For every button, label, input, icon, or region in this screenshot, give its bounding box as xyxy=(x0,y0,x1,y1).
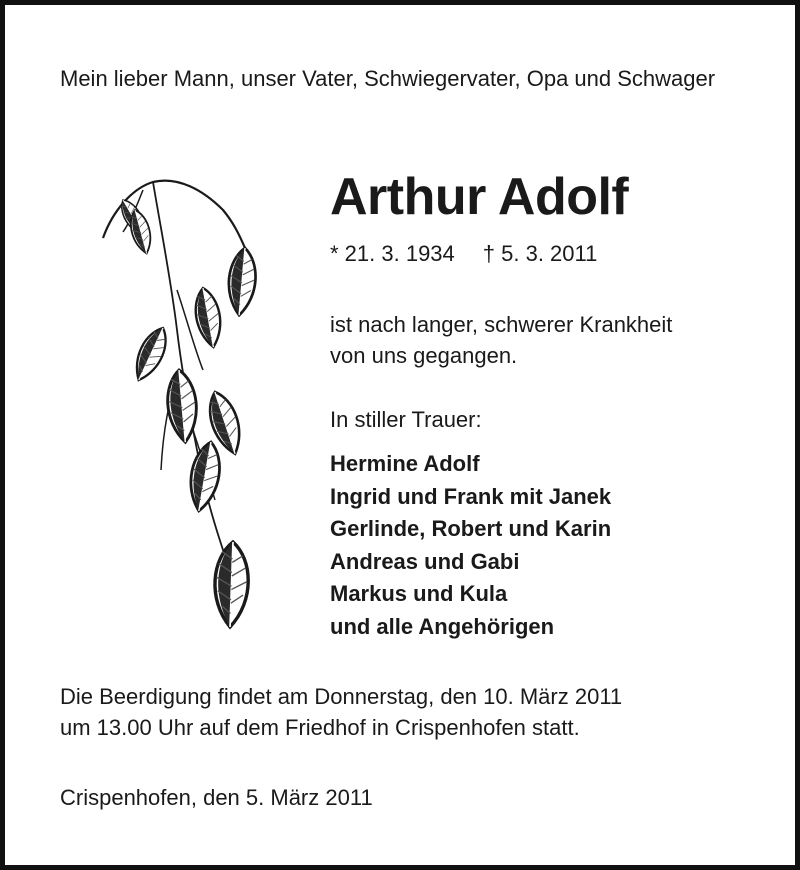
mourners-list xyxy=(330,448,611,643)
mourning-label: In stiller Trauer: xyxy=(330,407,482,432)
mourner-name: Hermine Adolf xyxy=(330,451,480,476)
passing-line: von uns gegangen. xyxy=(330,343,518,368)
mourner-name: Gerlinde, Robert und Karin xyxy=(330,516,612,541)
passing-line: ist nach langer, schwerer Krankheit xyxy=(330,312,673,337)
intro-text: Mein lieber Mann, unser Vater, Schwiegervater, Opa und Schwager xyxy=(60,66,716,91)
place-and-date: Crispenhofen, den 5. März 2011 xyxy=(60,785,373,810)
mourner-name: Andreas und Gabi xyxy=(330,548,520,574)
funeral-info xyxy=(60,681,622,743)
funeral-line: um 13.00 Uhr auf dem Friedhof in Crispenhofen statt. xyxy=(60,715,580,740)
mourner-name: Markus und Kula xyxy=(330,581,508,606)
birch-branch-icon xyxy=(83,170,283,640)
birth-date: * 21. 3. 1934 xyxy=(330,241,455,266)
passing-statement xyxy=(330,309,672,371)
death-date: † 5. 3. 2011 xyxy=(482,241,598,266)
mourner-name: und alle Angehörigen xyxy=(330,613,555,639)
life-dates xyxy=(330,239,597,269)
mourner-name: Ingrid und Frank mit Janek xyxy=(330,483,612,509)
deceased-name: Arthur Adolf xyxy=(330,168,629,226)
funeral-line: Die Beerdigung findet am Donnerstag, den 10. März 2011 xyxy=(60,684,623,709)
